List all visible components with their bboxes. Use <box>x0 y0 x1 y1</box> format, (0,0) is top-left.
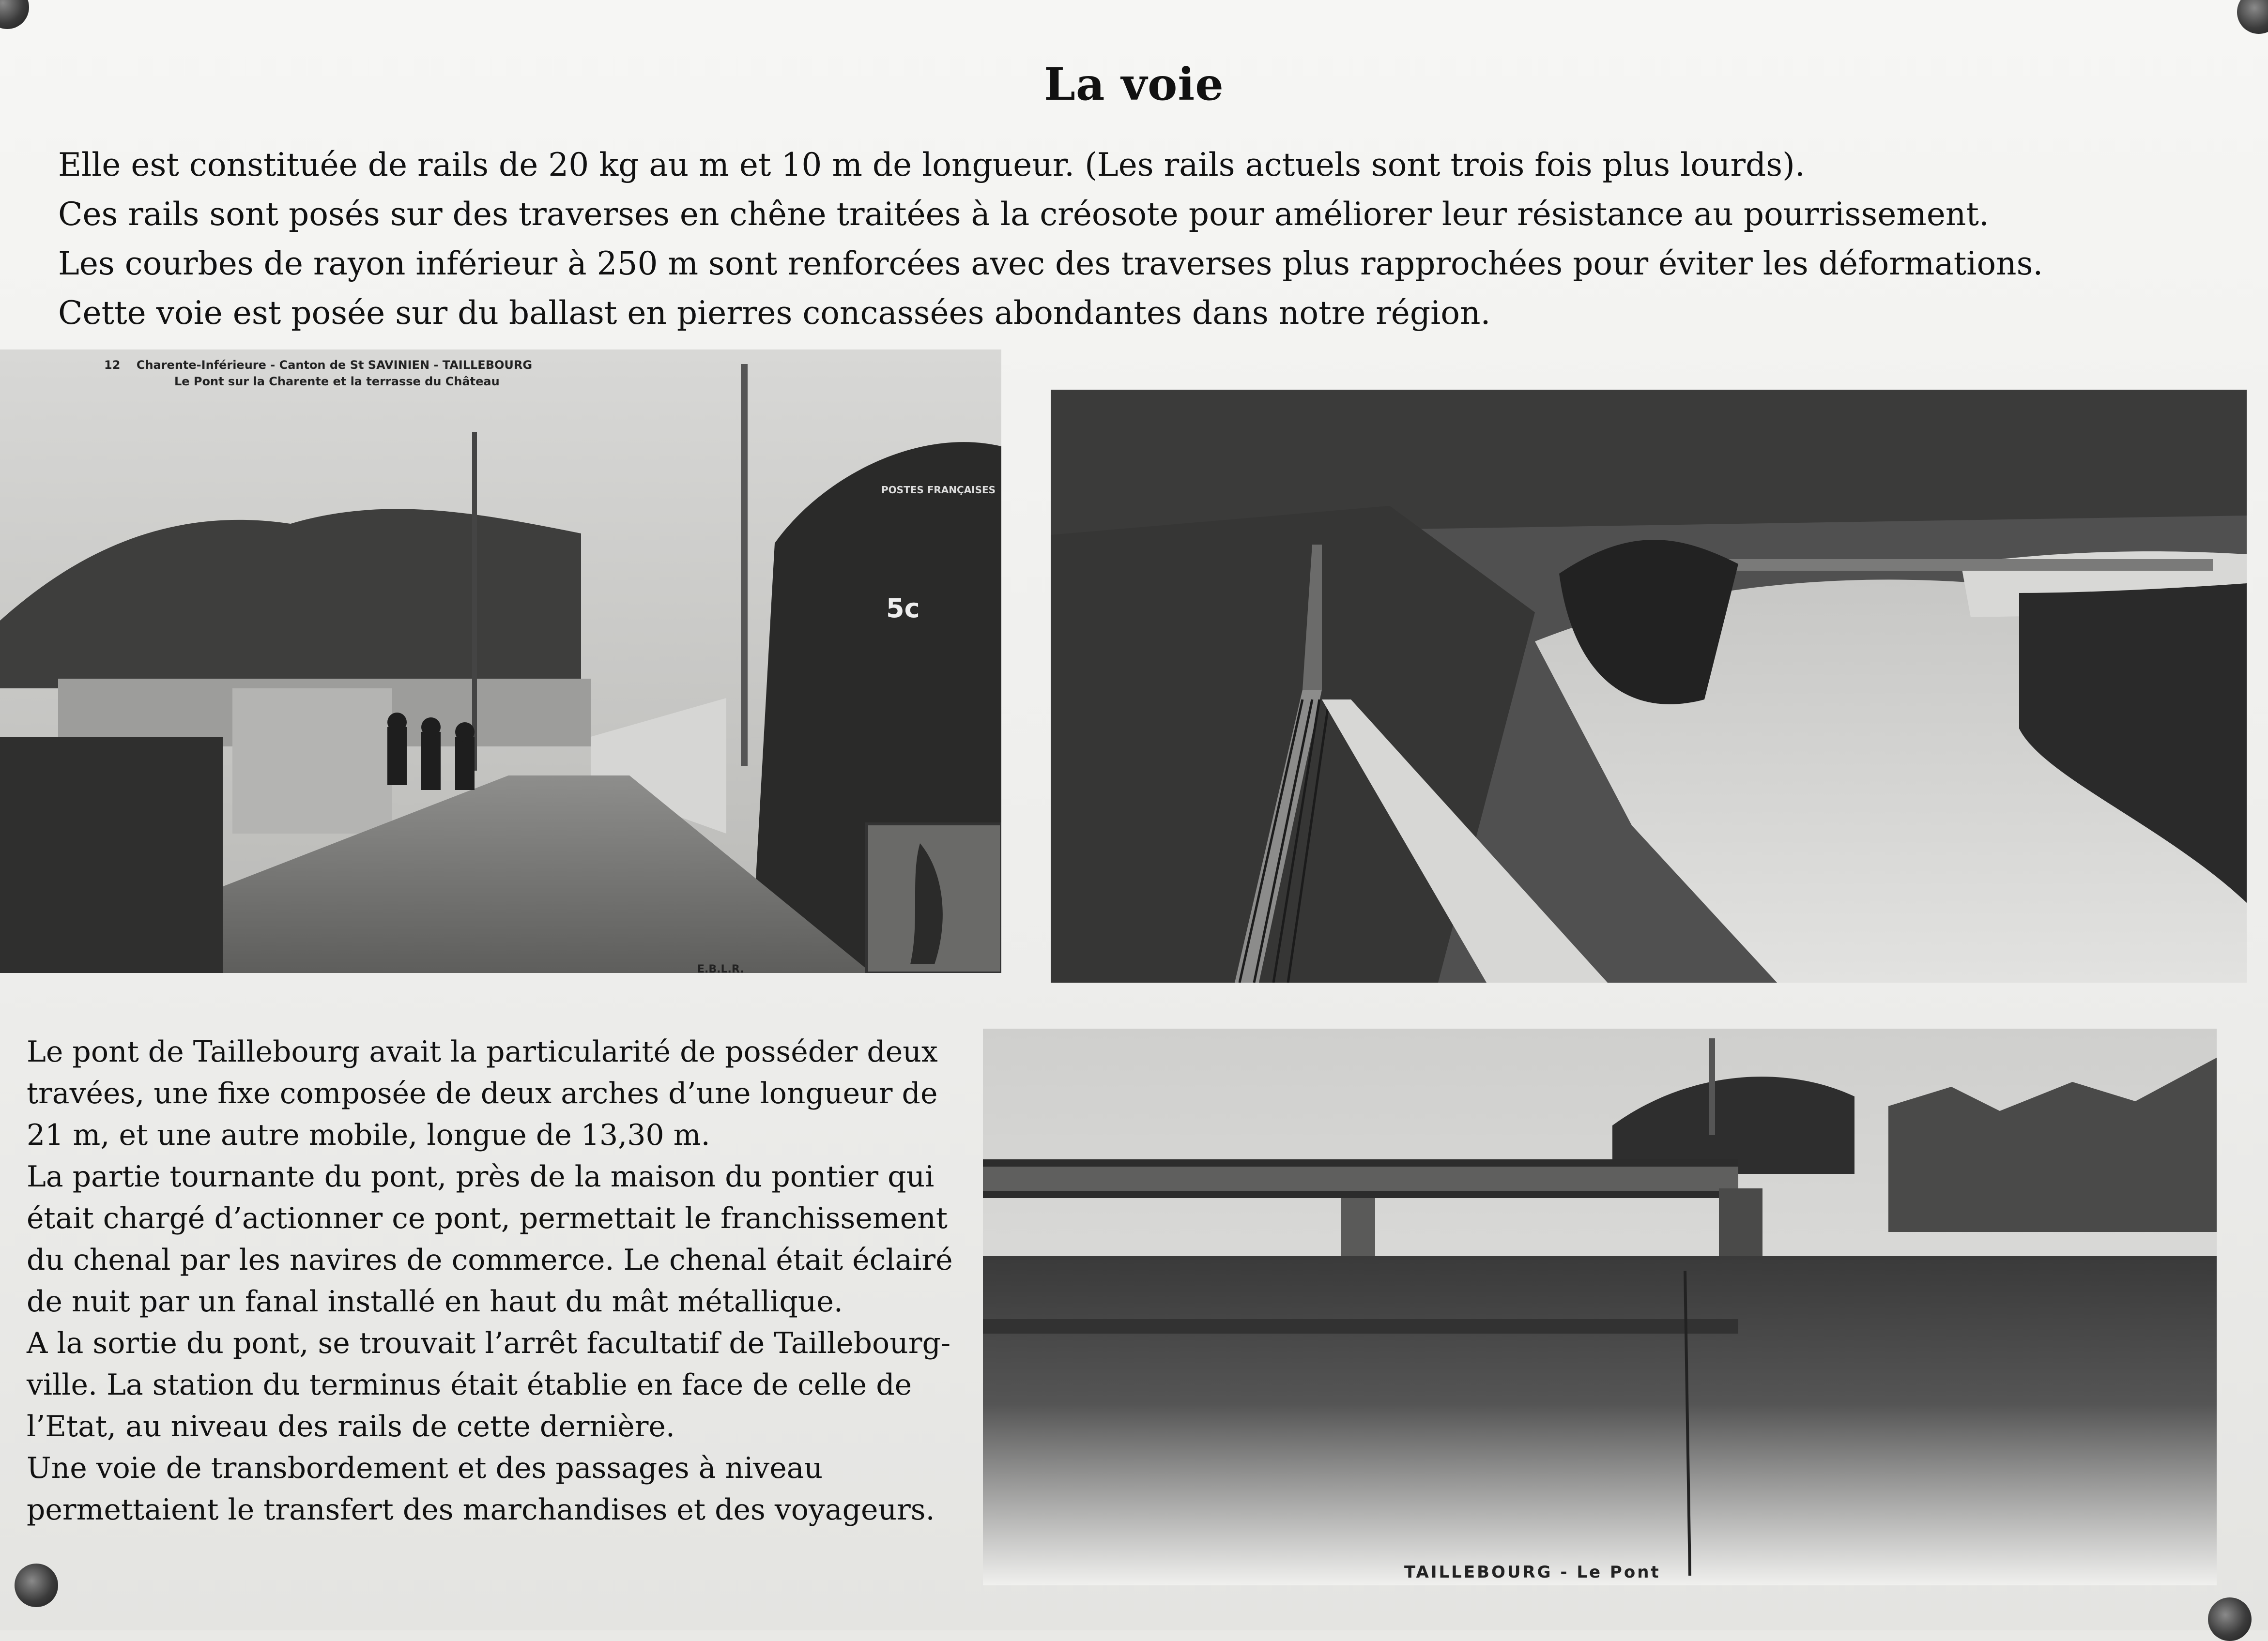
bridge-caption: TAILLEBOURG - Le Pont <box>1404 1563 1661 1582</box>
page-title: La voie <box>1044 58 1224 110</box>
postcard-location: Charente-Inférieure - Canton de St SAVINIEN - TAILLEBOURG <box>136 358 533 372</box>
postcard-publisher: E.B.L.R. <box>697 963 744 975</box>
intro-paragraph <box>58 140 2140 338</box>
railway-river-photo <box>1051 390 2247 983</box>
description-line: 21 m, et une autre mobile, longue de 13,30 m. <box>27 1118 710 1152</box>
description-line: était chargé d’actionner ce pont, permettait le franchissement <box>27 1201 948 1235</box>
railway-river-image <box>1051 390 2247 983</box>
description-line: du chenal par les navires de commerce. Le chenal était éclairé <box>27 1243 953 1277</box>
bridge-image <box>983 1029 2217 1585</box>
postcard-road-image <box>0 349 1001 973</box>
description-line: ville. La station du terminus était établie en face de celle de <box>27 1368 912 1402</box>
postcard-subtitle: Le Pont sur la Charente et la terrasse du Château <box>174 375 500 388</box>
bridge-photo <box>983 1029 2217 1585</box>
intro-line: Ces rails sont posés sur des traverses en chêne traitées à la créosote pour améliorer leur résistance au pourrissement. <box>58 196 1989 233</box>
screw-bottom-right <box>2208 1597 2252 1641</box>
stamp-value: 5c <box>886 593 920 623</box>
postcard-number: 12 <box>104 358 121 372</box>
intro-line: Les courbes de rayon inférieur à 250 m sont renforcées avec des traverses plus rapprochées pour éviter les déformations. <box>58 245 2043 282</box>
description-line: travées, une fixe composée de deux arches d’une longueur de <box>27 1077 938 1110</box>
bridge-description <box>27 1031 971 1531</box>
postcard-road-photo <box>0 349 1001 973</box>
description-line: de nuit par un fanal installé en haut du mât métallique. <box>27 1285 843 1319</box>
description-line: Une voie de transbordement et des passages à niveau <box>27 1451 823 1485</box>
description-line: permettaient le transfert des marchandises et des voyageurs. <box>27 1493 935 1527</box>
description-line: l’Etat, au niveau des rails de cette dernière. <box>27 1410 675 1443</box>
description-line: Le pont de Taillebourg avait la particularité de posséder deux <box>27 1035 938 1069</box>
description-line: A la sortie du pont, se trouvait l’arrêt facultatif de Taillebourg- <box>27 1326 951 1360</box>
intro-line: Cette voie est posée sur du ballast en pierres concassées abondantes dans notre région. <box>58 294 1491 332</box>
intro-line: Elle est constituée de rails de 20 kg au m et 10 m de longueur. (Les rails actuels sont trois fois plus lourds). <box>58 146 1805 183</box>
stamp-label: POSTES FRANÇAISES <box>881 484 996 496</box>
screw-bottom-left <box>15 1564 58 1607</box>
description-line: La partie tournante du pont, près de la maison du pontier qui <box>27 1160 935 1194</box>
postcard-header <box>104 358 532 372</box>
